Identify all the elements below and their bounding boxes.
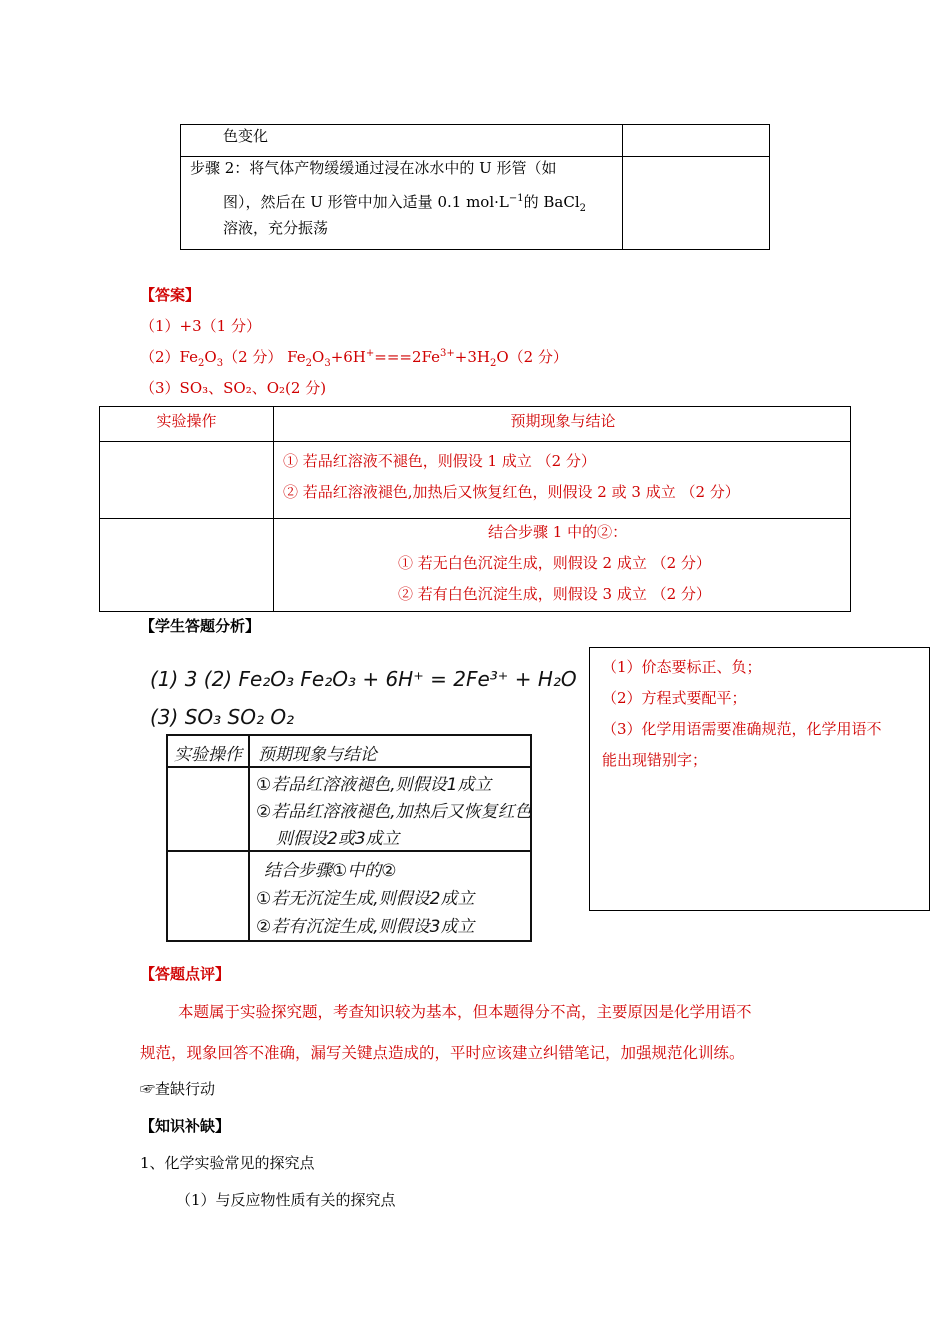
teacher-comment-box [589, 647, 930, 911]
answer-table [99, 406, 851, 612]
table-cell-text: ① 若无白色沉淀生成，则假设 2 成立 （2 分） [398, 554, 711, 572]
answer-line-2: $(2)Fe_2O_3(2$ 分） $Fe_2O_3+6H^+===2Fe^{3+}+3H_2O(2$ 分） [140, 348, 568, 369]
action-label: ☞查缺行动 [140, 1080, 216, 1098]
experiment-table-top [180, 124, 770, 250]
comment-line: 能出现错别字； [602, 751, 708, 769]
table-cell-text: 色变化 [223, 127, 269, 145]
table-header: 实验操作 [156, 412, 217, 430]
handwritten-answer-table [166, 734, 532, 942]
knowledge-heading: 【知识补缺】 [140, 1117, 231, 1135]
review-paragraph-line-2: 规范，现象回答不准确，漏写关键点造成的，平时应该建立纠错笔记，加强规范化训练。 [140, 1044, 745, 1062]
answer-line-1: （1）+3（1 分） [140, 317, 261, 335]
hw-cell: ①若无沉淀生成,则假设2成立 [256, 889, 475, 909]
comment-line: （1）价态要标正、负； [602, 658, 762, 676]
hw-cell: ①若品红溶液褪色,则假设1成立 [256, 775, 492, 795]
table-cell-text: ② 若品红溶液褪色,加热后又恢复红色，则假设 2 或 3 成立 （2 分） [283, 483, 740, 501]
answer-line-3: （3）SO₃、SO₂、O₂(2 分) [140, 379, 327, 397]
answer-heading: 【答案】 [140, 286, 201, 304]
hw-cell: 实验操作 [174, 745, 242, 765]
table-cell-text: ② 若有白色沉淀生成，则假设 3 成立 （2 分） [398, 585, 711, 603]
table-cell-text: 步骤 2：将气体产物缓缓通过浸在冰水中的 U 形管（如 [190, 159, 557, 177]
table-header: 预期现象与结论 [510, 412, 616, 430]
handwritten-answer-line-1: (1) 3 (2) Fe₂O₃ Fe₂O₃ + 6H⁺ = 2Fe³⁺ + H₂O [150, 667, 577, 691]
review-paragraph-line-1: 本题属于实验探究题，考查知识较为基本，但本题得分不高，主要原因是化学用语不 [178, 1003, 752, 1021]
table-cell-text: 结合步骤 1 中的②： [488, 523, 628, 541]
handwritten-answer-line-2: (3) SO₃ SO₂ O₂ [150, 705, 295, 729]
knowledge-item-1: 1、化学实验常见的探究点 [140, 1154, 315, 1172]
hw-cell: 结合步骤①中的② [264, 861, 397, 881]
knowledge-item-1-sub: （1）与反应物性质有关的探究点 [176, 1191, 396, 1209]
hw-cell: 则假设2或3成立 [276, 829, 400, 849]
table-cell-text: 图），然后在 U 形管中加入适量 0.1 $mol\cdot L^{-1}$的 BaCl$_2$ [223, 193, 586, 214]
hw-cell: ②若品红溶液褪色,加热后又恢复红色 [256, 802, 532, 822]
student-analysis-heading: 【学生答题分析】 [140, 617, 261, 635]
comment-line: （2）方程式要配平； [602, 689, 747, 707]
table-cell-text: ① 若品红溶液不褪色，则假设 1 成立 （2 分） [283, 452, 596, 470]
hw-cell: ②若有沉淀生成,则假设3成立 [256, 917, 475, 937]
comment-line: （3）化学用语需要准确规范，化学用语不 [602, 720, 882, 738]
review-heading: 【答题点评】 [140, 965, 231, 983]
hw-cell: 预期现象与结论 [258, 745, 377, 765]
table-cell-text: 溶液，充分振荡 [223, 219, 329, 237]
